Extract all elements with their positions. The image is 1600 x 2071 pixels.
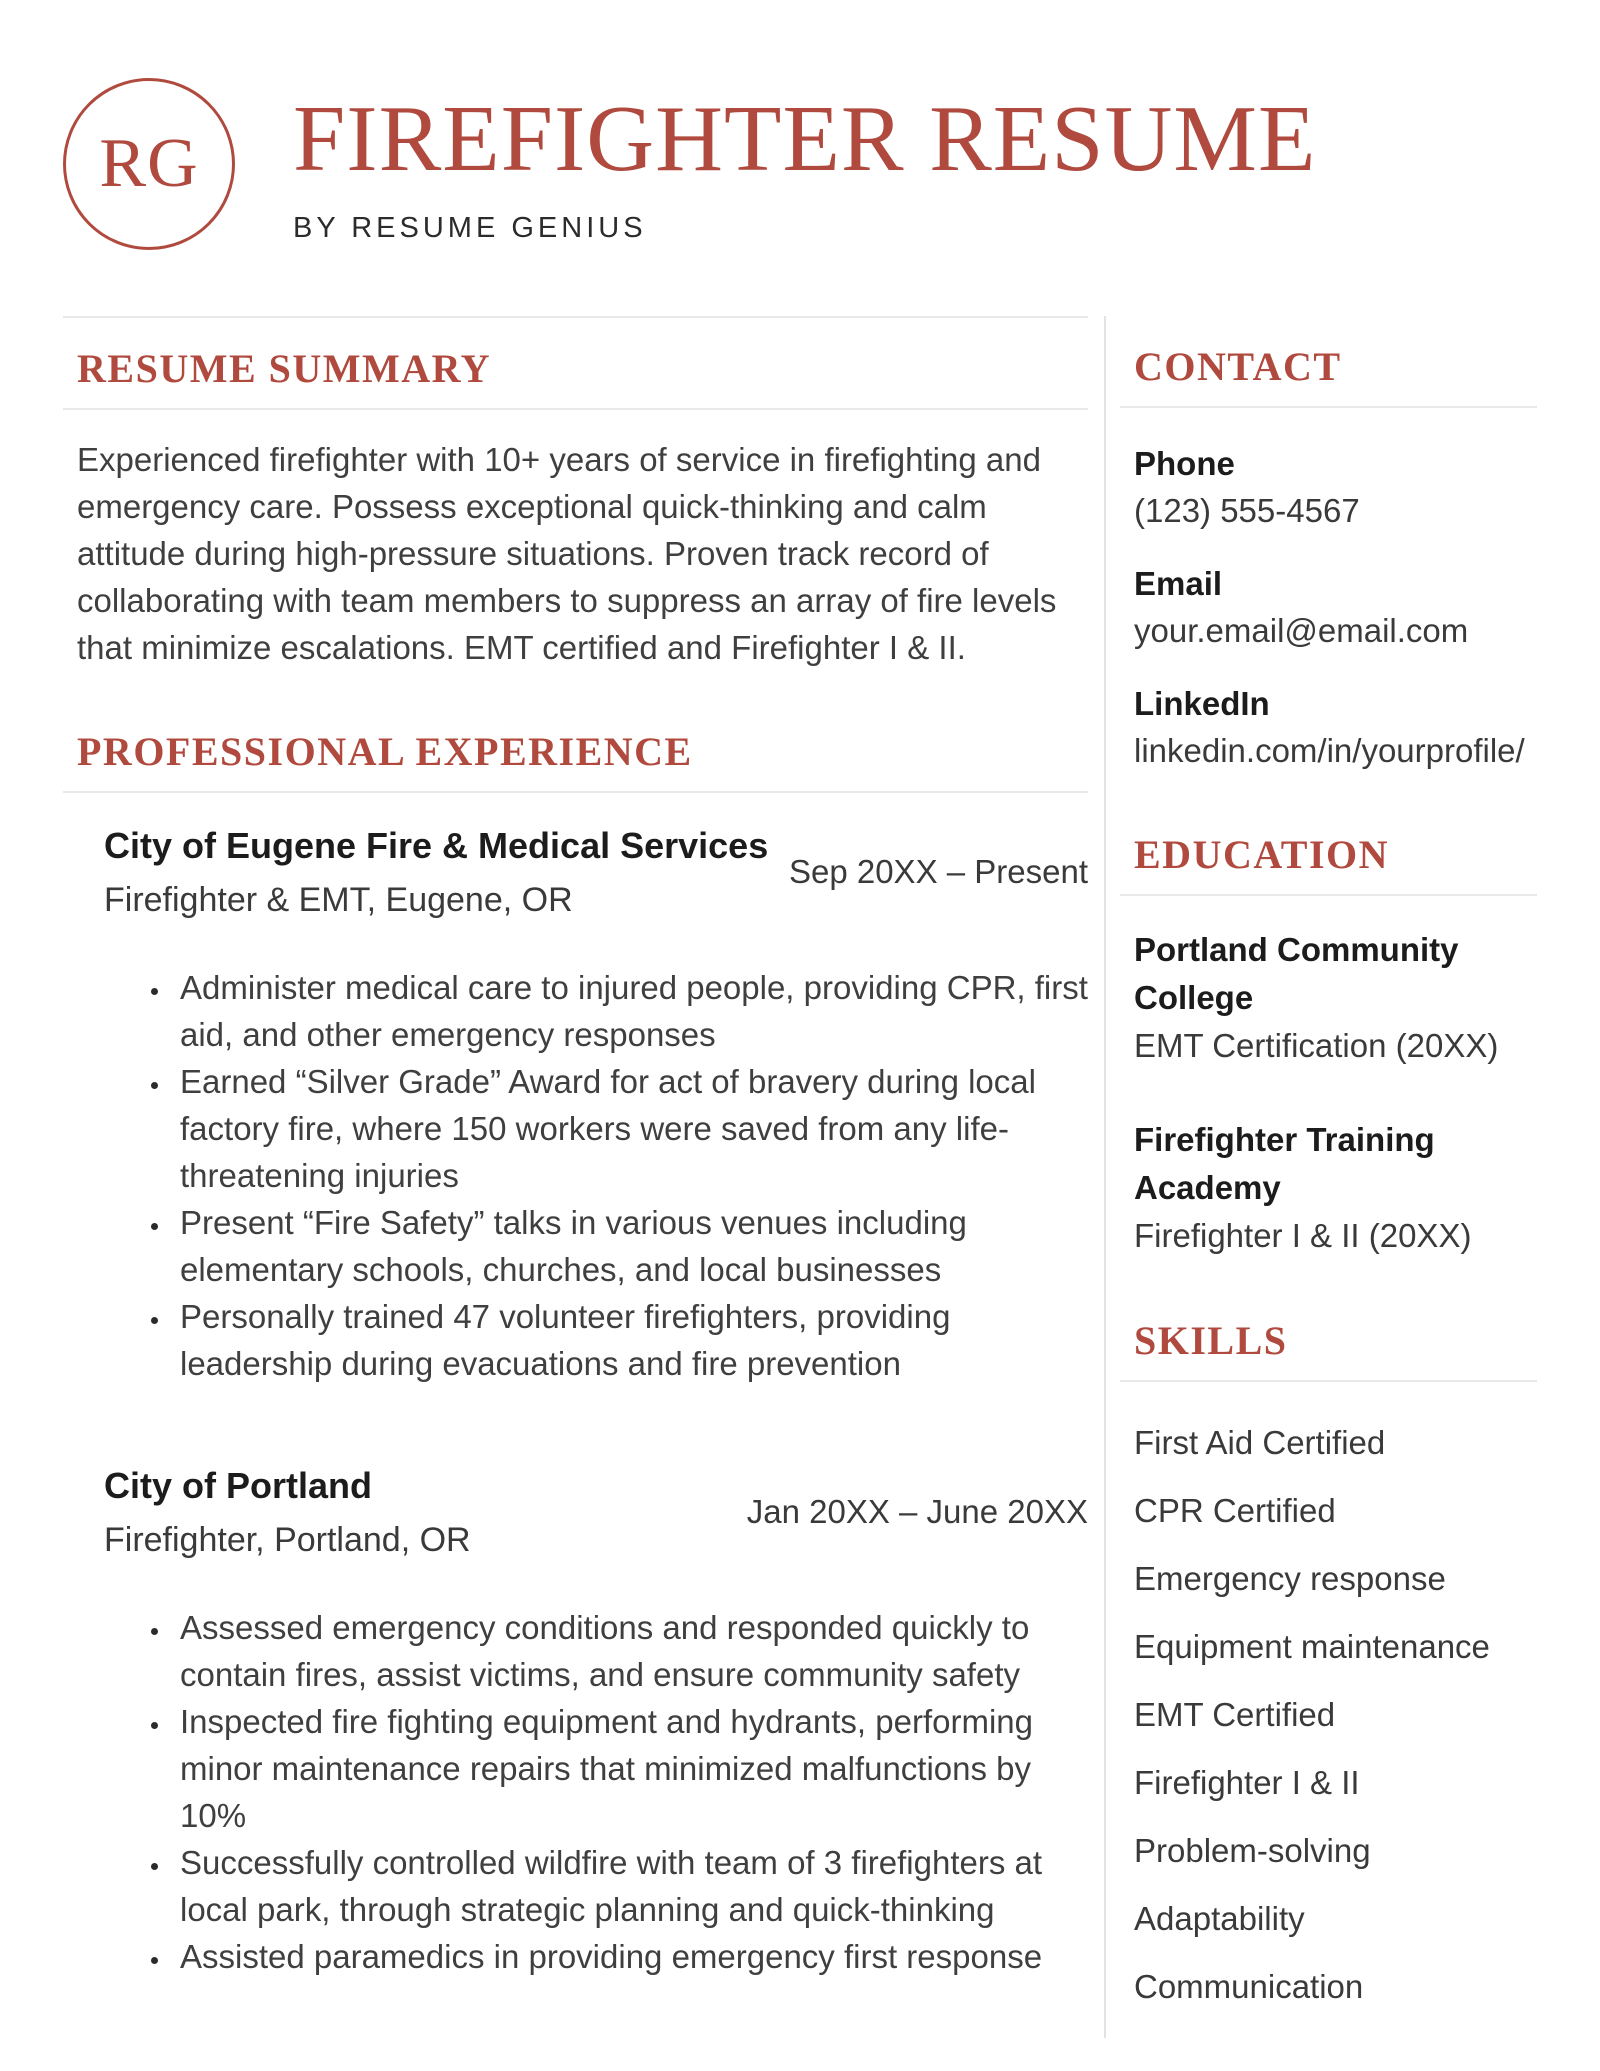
education-detail: Firefighter I & II (20XX) (1134, 1217, 1472, 1254)
job-bullet: • Present “Fire Safety” talks in various venues including elementary schools, churches, and local businesses (172, 1199, 1088, 1293)
skill-item: Adaptability (1134, 1900, 1305, 1937)
job-bullet-list (104, 964, 1088, 1387)
professional-experience-heading: PROFESSIONAL EXPERIENCE (63, 729, 1088, 793)
skills-list (1120, 1426, 1537, 2003)
title-block (293, 78, 1316, 245)
education-heading: EDUCATION (1120, 832, 1537, 896)
job-bullet: • Administer medical care to injured people, providing CPR, first aid, and other emergency responses (172, 964, 1088, 1058)
linkedin-url: linkedin.com/in/yourprofile/ (1134, 732, 1525, 769)
job-company: City of Portland (104, 1464, 372, 1506)
skill-item: Firefighter I & II (1134, 1764, 1360, 1801)
skills-heading: SKILLS (1120, 1318, 1537, 1382)
job-entry (104, 1463, 1088, 1980)
job-title-group (104, 1463, 471, 1562)
contact-item-linkedin (1120, 680, 1537, 774)
section-contact (1120, 344, 1537, 774)
section-resume-summary (63, 346, 1088, 671)
sidebar (1104, 316, 1537, 2038)
job-header (104, 823, 1088, 922)
job-bullet: • Personally trained 47 volunteer firefighters, providing leadership during evacuations and fire prevention (172, 1293, 1088, 1387)
page-subtitle: BY RESUME GENIUS (293, 212, 647, 244)
job-dates: Sep 20XX – Present (788, 853, 1088, 891)
education-entry (1120, 1116, 1537, 1260)
resume-summary-text: Experienced firefighter with 10+ years of service in firefighting and emergency care. Possess exceptional quick-thinking and calm attitude during high-pressure situations. Proven track record of collaborating with team members to suppress an array of fire levels that minimize escalations. EMT certified and Firefighter I & II. (77, 441, 1057, 666)
contact-item-email (1120, 560, 1537, 654)
contact-label: LinkedIn (1134, 685, 1270, 722)
education-detail: EMT Certification (20XX) (1134, 1027, 1499, 1064)
skill-item: EMT Certified (1134, 1696, 1336, 1733)
skill-item: Communication (1134, 1968, 1364, 2005)
skill-item: First Aid Certified (1134, 1424, 1386, 1461)
main-column (63, 316, 1088, 2038)
job-entry (104, 823, 1088, 1387)
section-skills (1120, 1318, 1537, 2003)
content-columns (63, 316, 1537, 2038)
job-company: City of Eugene Fire & Medical Services (104, 825, 769, 866)
education-school: Firefighter Training Academy (1134, 1121, 1435, 1206)
job-header (104, 1463, 1088, 1562)
contact-heading: CONTACT (1120, 344, 1537, 408)
email-address: your.email@email.com (1134, 612, 1469, 649)
page-title: FIREFIGHTER RESUME (293, 87, 1317, 191)
contact-label: Email (1134, 565, 1223, 602)
resume-summary-heading: RESUME SUMMARY (63, 346, 1088, 410)
contact-item-phone (1120, 440, 1537, 534)
skill-item: Emergency response (1134, 1560, 1446, 1597)
section-professional-experience (63, 729, 1088, 1980)
skill-item: Equipment maintenance (1134, 1628, 1490, 1665)
job-bullet: • Successfully controlled wildfire with team of 3 firefighters at local park, through strategic planning and quick-thinking (172, 1839, 1088, 1933)
job-bullet-list (104, 1604, 1088, 1980)
job-position: Firefighter & EMT, Eugene, OR (104, 880, 573, 919)
skill-item: CPR Certified (1134, 1492, 1336, 1529)
skill-item: Problem-solving (1134, 1832, 1371, 1869)
brand-logo (63, 78, 235, 250)
job-bullet: • Assisted paramedics in providing emergency first response (172, 1933, 1088, 1980)
phone-number: (123) 555-4567 (1134, 492, 1360, 529)
brand-logo-initials: RG (99, 125, 199, 202)
education-entry (1120, 926, 1537, 1070)
job-dates: Jan 20XX – June 20XX (746, 1493, 1088, 1531)
header (63, 0, 1537, 250)
section-education (1120, 832, 1537, 1260)
job-position: Firefighter, Portland, OR (104, 1520, 471, 1559)
job-bullet: • Earned “Silver Grade” Award for act of bravery during local factory fire, where 150 workers were saved from any life-threatening injuries (172, 1058, 1088, 1199)
contact-label: Phone (1134, 445, 1235, 482)
job-bullet: • Inspected fire fighting equipment and hydrants, performing minor maintenance repairs that minimized malfunctions by 10% (172, 1698, 1088, 1839)
job-bullet: • Assessed emergency conditions and responded quickly to contain fires, assist victims, and ensure community safety (172, 1604, 1088, 1698)
job-title-group (104, 823, 768, 922)
education-school: Portland Community College (1134, 931, 1459, 1016)
